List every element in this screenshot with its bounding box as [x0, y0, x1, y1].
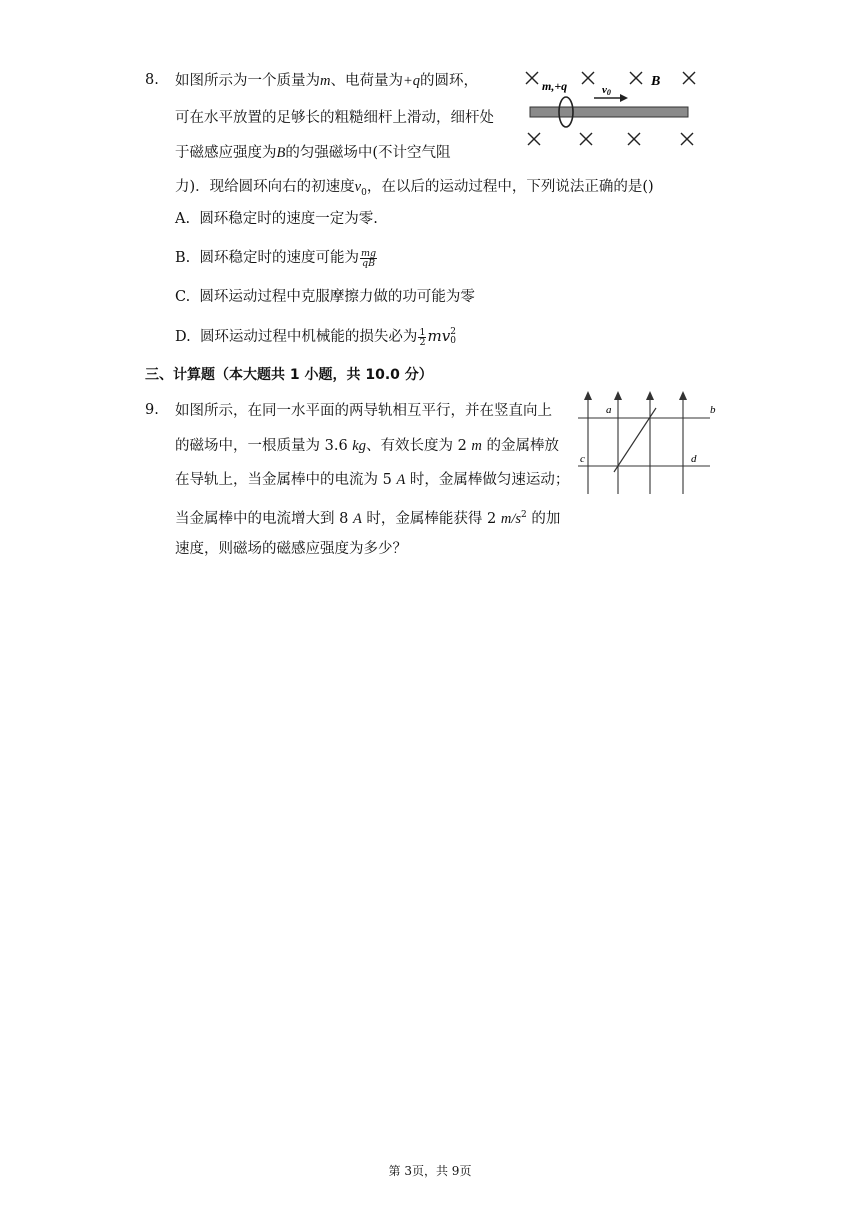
option-a[interactable]: A. 圆环稳定时的速度一定为零. — [175, 211, 378, 227]
label-c: c — [580, 453, 585, 465]
page-footer: 第 3页，共 9页 — [388, 1164, 472, 1178]
label-b: b — [710, 404, 716, 416]
section-heading: 三、计算题（本大题共 1 小题，共 10.0 分） — [145, 367, 433, 383]
option-d[interactable]: D. 圆环运动过程中机械能的损失必为 $\frac{1}{2}$ mv 2 0 — [175, 326, 456, 348]
arrow-up-icon — [679, 391, 687, 400]
question-text-line: 在导轨上，当金属棒中的电流为 5 A 时，金属棒做匀速运动； — [175, 472, 570, 488]
question-text-line: 当金属棒中的电流增大到 8 A 时，金属棒能获得 2 $m/s^2$ 的加 — [175, 510, 561, 527]
question-number: 9. — [145, 402, 159, 418]
velocity-arrow-icon — [620, 94, 628, 102]
arrow-up-icon — [584, 391, 592, 400]
field-cross-icon — [528, 133, 540, 145]
fraction: $\frac{mg}{qB}$ — [360, 247, 377, 269]
question-text-line: 于磁感应强度为B的匀强磁场中(不计空气阻 — [175, 145, 451, 161]
question-text-line: 如图所示，在同一水平面的两导轨相互平行，并在竖直向上 — [175, 403, 552, 419]
field-cross-icon — [683, 72, 695, 84]
field-cross-icon — [582, 72, 594, 84]
field-label: B — [651, 74, 661, 89]
ring-on-rod-figure — [520, 66, 705, 156]
question-text-line: 的磁场中，一根质量为 3.6 kg、有效长度为 2 m 的金属棒放 — [175, 438, 560, 454]
fraction: $\frac{1}{2}$ — [419, 326, 426, 348]
ring-label: m,+q — [542, 79, 568, 93]
option-c[interactable]: C. 圆环运动过程中克服摩擦力做的功可能为零 — [175, 289, 475, 305]
option-b[interactable]: B. 圆环稳定时的速度可能为 $\frac{mg}{qB}$ — [175, 247, 377, 269]
question-number: 8. — [145, 72, 159, 88]
field-cross-icon — [526, 72, 538, 84]
label-a: a — [606, 404, 612, 416]
field-cross-icon — [630, 72, 642, 84]
question-text-line: 可在水平放置的足够长的粗糙细杆上滑动，细杆处 — [175, 110, 494, 126]
rod — [530, 107, 688, 117]
question-text-line: 力)．现给圆环向右的初速度$v_0$，在以后的运动过程中，下列说法正确的是() — [175, 179, 654, 198]
field-cross-icon — [580, 133, 592, 145]
arrow-up-icon — [646, 391, 654, 400]
velocity-label: v0 — [602, 84, 611, 97]
field-cross-icon — [628, 133, 640, 145]
field-cross-icon — [681, 133, 693, 145]
label-d: d — [691, 453, 697, 465]
question-text-line: 如图所示为一个质量为m、电荷量为+q的圆环， — [175, 73, 479, 89]
question-text-line: 速度，则磁场的磁感应强度为多少？ — [175, 541, 407, 557]
rails-figure — [578, 388, 720, 500]
arrow-up-icon — [614, 391, 622, 400]
